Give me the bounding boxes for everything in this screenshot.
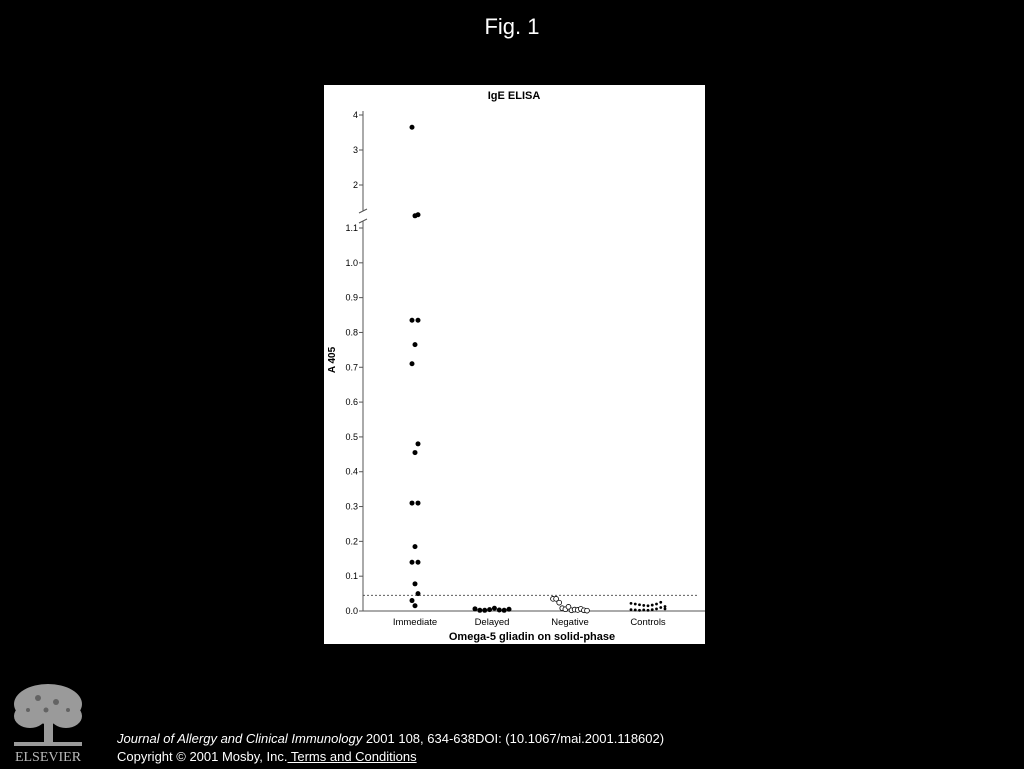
x-axis-label: Omega-5 gliadin on solid-phase	[448, 631, 616, 643]
data-point	[416, 441, 421, 446]
figure-panel	[324, 85, 705, 644]
data-point	[413, 213, 418, 218]
data-point	[638, 603, 641, 606]
x-axis-categories	[393, 617, 666, 628]
data-point	[557, 600, 562, 605]
data-point	[410, 501, 415, 506]
x-category-label: Delayed	[474, 617, 510, 628]
data-point	[487, 607, 492, 612]
data-point	[473, 606, 478, 611]
data-point	[482, 608, 487, 613]
data-point	[655, 603, 658, 606]
x-category-label: Negative	[551, 617, 589, 628]
y-axis-ticks	[345, 110, 363, 616]
y-tick-label: 0.6	[345, 397, 358, 408]
y-tick-label: 3	[352, 145, 358, 155]
data-point	[413, 342, 418, 347]
data-point	[642, 604, 645, 607]
data-point	[634, 603, 637, 606]
data-point	[416, 318, 421, 323]
data-point	[630, 602, 633, 605]
data-point	[410, 318, 415, 323]
data-point	[507, 607, 512, 612]
data-point	[634, 609, 637, 612]
y-tick-label: 0.5	[345, 431, 358, 442]
slide-title: Fig. 1	[484, 14, 540, 39]
citation	[117, 730, 664, 766]
y-axis-label: A 405	[327, 346, 338, 374]
data-point	[413, 450, 418, 455]
x-category-label: Immediate	[392, 617, 438, 628]
data-point	[477, 608, 482, 613]
copyright-line	[117, 748, 664, 766]
journal-name: Journal of Allergy and Clinical Immunology	[117, 731, 363, 746]
data-point	[585, 608, 590, 613]
data-point	[416, 560, 421, 565]
y-tick-label: 4	[352, 110, 358, 120]
y-tick-label: 0.9	[345, 292, 358, 303]
data-point	[410, 361, 415, 366]
y-tick-label: 0.7	[345, 362, 358, 373]
chart	[324, 85, 705, 644]
citation-line	[117, 730, 664, 748]
data-point	[651, 604, 654, 607]
logo-wordmark: ELSEVIER	[14, 750, 82, 764]
y-tick-label: 0.0	[345, 606, 358, 616]
data-point	[413, 603, 418, 608]
x-category-label: Controls	[630, 617, 666, 628]
data-point	[497, 607, 502, 612]
terms-link[interactable]: Terms and Conditions	[287, 749, 417, 764]
data-point	[651, 608, 654, 611]
chart-axes	[359, 111, 705, 611]
data-points	[410, 125, 667, 613]
y-tick-label: 0.3	[345, 501, 358, 512]
data-point	[659, 601, 662, 604]
data-point	[647, 609, 650, 612]
axis-break-mark	[359, 209, 367, 223]
data-point	[416, 501, 421, 506]
data-point	[410, 598, 415, 603]
data-point	[659, 606, 662, 609]
y-tick-label: 0.4	[345, 466, 358, 477]
elsevier-logo	[8, 680, 88, 764]
data-point	[410, 560, 415, 565]
data-point	[413, 581, 418, 586]
y-tick-label: 0.2	[345, 536, 358, 547]
y-tick-label: 1.1	[345, 223, 358, 233]
elsevier-tree-icon	[14, 684, 82, 746]
data-point	[413, 544, 418, 549]
data-point	[642, 609, 645, 612]
citation-details: 2001 108, 634-638DOI: (10.1067/mai.2001.118602)	[362, 731, 665, 746]
y-tick-label: 0.1	[345, 571, 358, 582]
y-tick-label: 2	[352, 180, 358, 190]
data-point	[410, 125, 415, 130]
data-point	[664, 605, 667, 608]
data-point	[638, 609, 641, 612]
data-point	[492, 606, 497, 611]
y-tick-label: 1.0	[345, 257, 358, 268]
copyright-text: Copyright © 2001 Mosby, Inc.	[117, 749, 288, 764]
data-point	[416, 591, 421, 596]
data-point	[655, 608, 658, 611]
y-tick-label: 0.8	[345, 327, 358, 338]
data-point	[502, 608, 507, 613]
data-point	[630, 608, 633, 611]
data-point	[647, 604, 650, 607]
chart-title: IgE ELISA	[487, 90, 541, 102]
data-point	[664, 608, 667, 611]
